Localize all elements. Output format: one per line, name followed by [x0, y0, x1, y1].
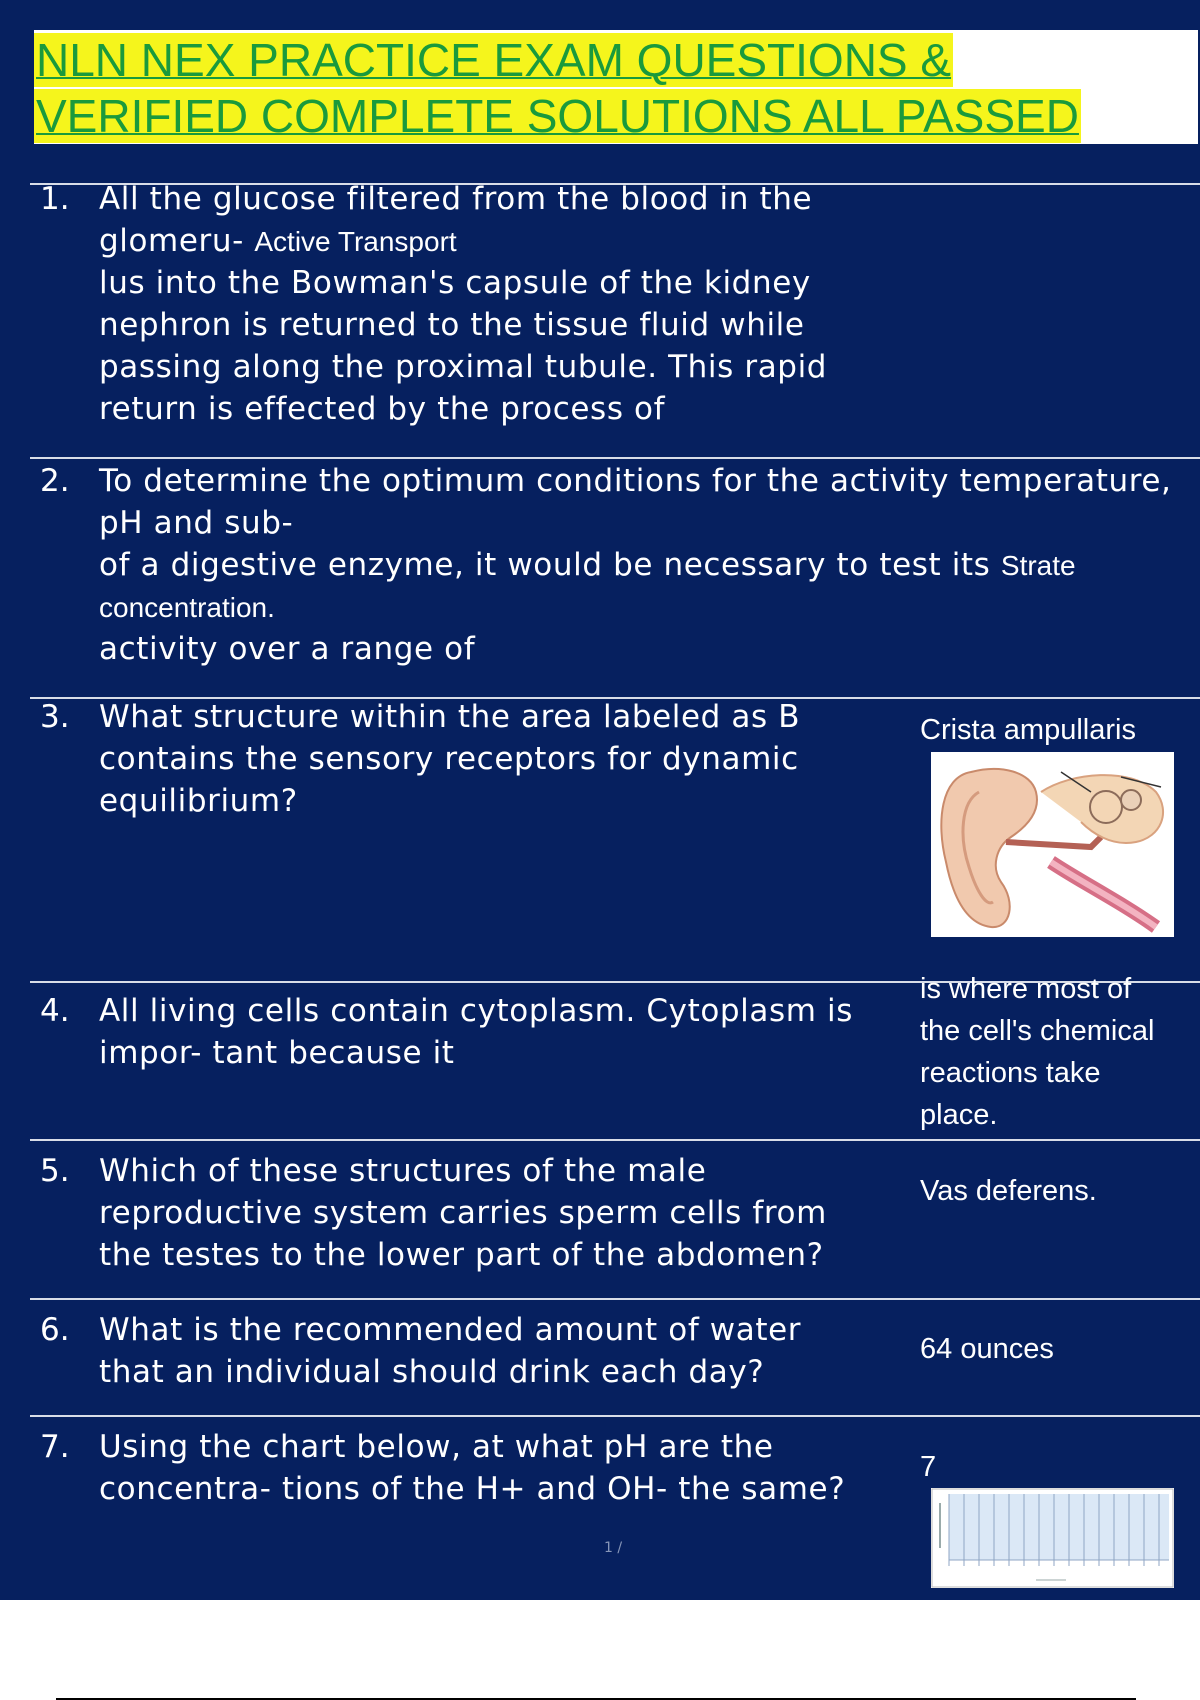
answer-text: Strate concentration.: [99, 550, 1076, 623]
question-line: Using the chart below, at what pH are the: [99, 1429, 774, 1465]
question-number: 3.: [40, 699, 70, 735]
question-divider: [30, 1415, 1200, 1417]
answer-text: Active Transport: [254, 226, 457, 257]
question-line: concentra- tions of the H+ and OH- the same?: [99, 1471, 846, 1507]
question-line: lus into the Bowman's capsule of the kidney: [99, 265, 811, 301]
question-number: 6.: [40, 1312, 70, 1348]
answer-text: is where most of the cell's chemical reactions take place.: [920, 973, 1155, 1131]
question-7-text: [99, 1426, 919, 1510]
question-number: 2.: [40, 463, 70, 499]
question-line: All the glucose filtered from the blood in the glomeru-: [99, 181, 813, 259]
question-line: contains the sensory receptors for dynamic: [99, 741, 799, 777]
question-line: What structure within the area labeled as B: [99, 699, 801, 735]
answer-text: 7: [920, 1451, 937, 1483]
question-divider: [30, 457, 1200, 459]
page-title-line-2: VERIFIED COMPLETE SOLUTIONS ALL PASSED: [36, 90, 1079, 142]
ph-chart-image: [931, 1488, 1174, 1588]
question-line: activity over a range of: [99, 631, 476, 667]
question-line: the testes to the lower part of the abdomen?: [99, 1237, 824, 1273]
answer-text: Vas deferens.: [920, 1175, 1097, 1207]
page-number: 1 /: [604, 1540, 623, 1556]
question-line: of a digestive enzyme, it would be necessary to test its: [99, 547, 991, 583]
question-line: that an individual should drink each day?: [99, 1354, 765, 1390]
question-line: nephron is returned to the tissue fluid while: [99, 307, 805, 343]
question-line: impor- tant because it: [99, 1035, 455, 1071]
question-5-text: [99, 1150, 919, 1276]
question-4-text: [99, 990, 919, 1074]
question-2-text: [99, 460, 1179, 670]
question-1-text: [99, 178, 919, 430]
question-line: Which of these structures of the male: [99, 1153, 707, 1189]
answer-text: Crista ampullaris: [920, 714, 1136, 746]
question-number: 5.: [40, 1153, 70, 1189]
question-line: What is the recommended amount of water: [99, 1312, 802, 1348]
answer-text: 64 ounces: [920, 1333, 1054, 1365]
question-3-text: [99, 696, 919, 822]
question-number: 7.: [40, 1429, 70, 1465]
question-number: 4.: [40, 993, 70, 1029]
question-line: To determine the optimum conditions for the activity: [99, 463, 950, 499]
question-line: equilibrium?: [99, 783, 298, 819]
ear-anatomy-image: [931, 752, 1174, 937]
page-title-line-1: NLN NEX PRACTICE EXAM QUESTIONS &: [36, 34, 952, 86]
question-6-text: [99, 1309, 919, 1393]
question-number: 1.: [40, 181, 70, 217]
question-line: reproductive system carries sperm cells from: [99, 1195, 827, 1231]
question-line: return is effected by the process of: [99, 391, 666, 427]
question-line: All living cells contain cytoplasm. Cytoplasm is: [99, 993, 853, 1029]
question-divider: [30, 1139, 1200, 1141]
question-divider: [30, 1298, 1200, 1300]
answer-text: temperature, pH and sub-: [99, 463, 1172, 541]
question-line: passing along the proximal tubule. This rapid: [99, 349, 828, 385]
